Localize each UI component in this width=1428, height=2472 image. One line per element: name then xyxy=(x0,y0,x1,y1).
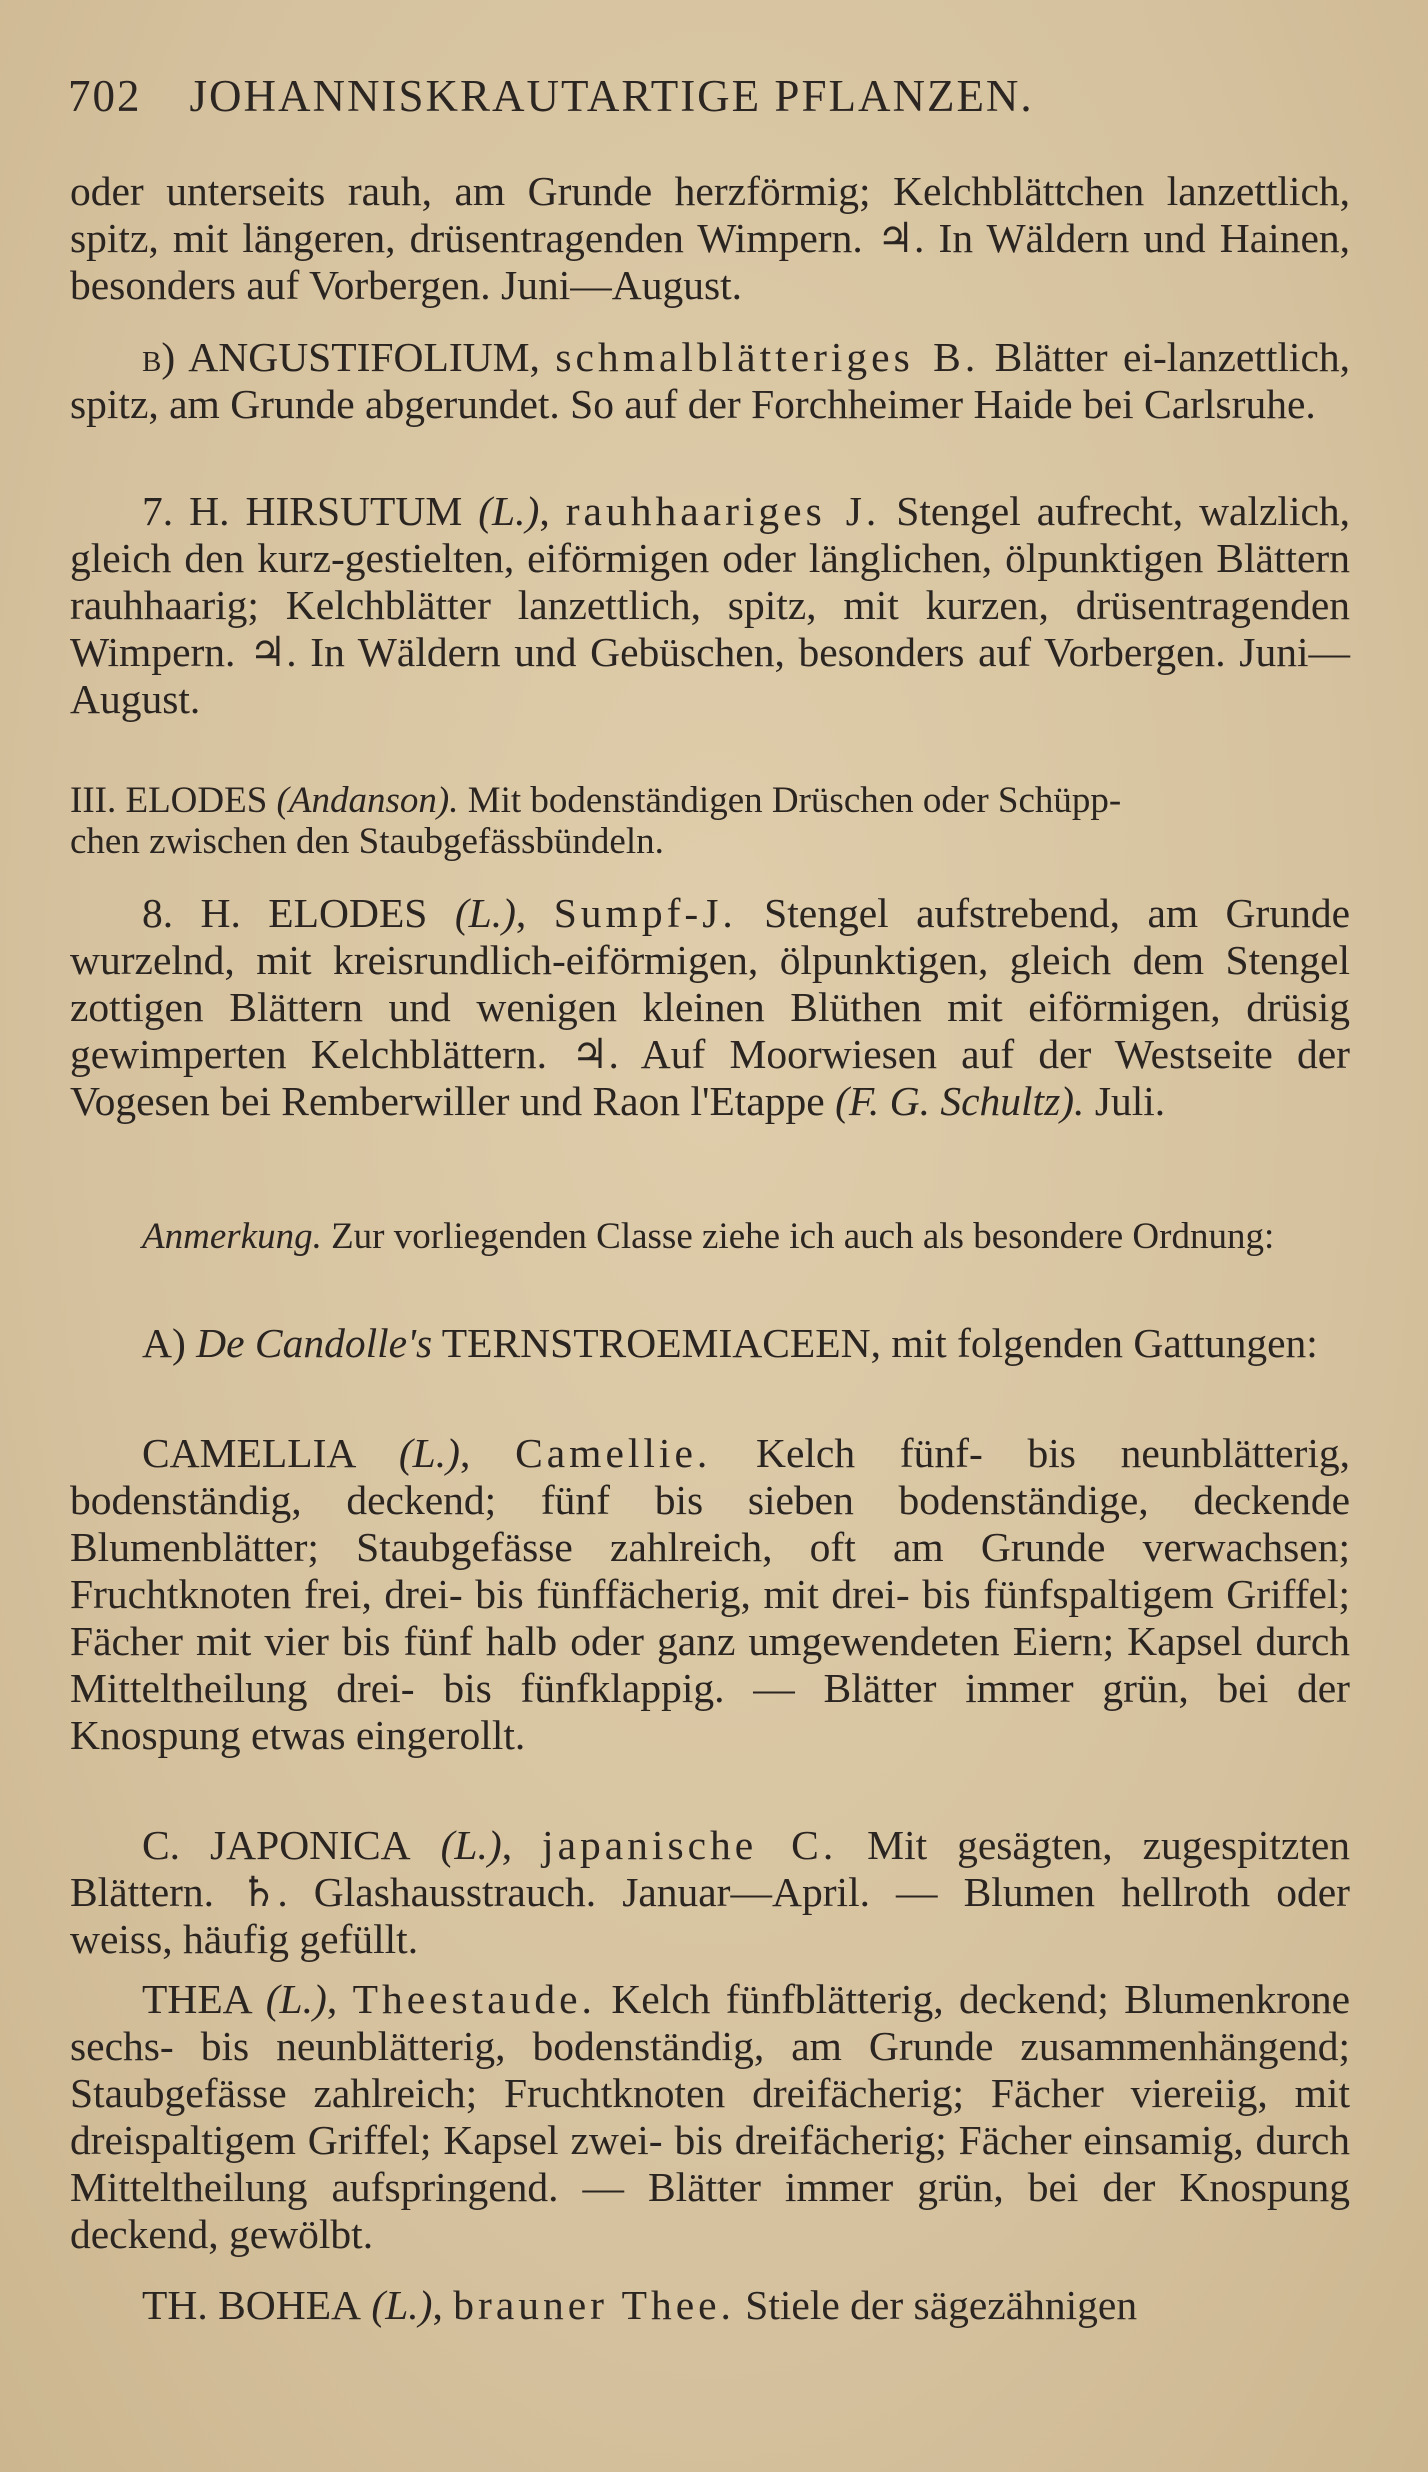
species-elodes: 8. H. ELODES (L.), Sumpf-J. Stengel aufstrebend, am Grunde wurzelnd, mit kreisrundlich-eiförmigen, ölpunktigen, gleich dem Stengel zottigen Blättern und wenigen kleinen Blüthen mit eiförmigen, drüsig gewimperten Kelchblättern. ♃. Auf Moorwiesen auf der Westseite der Vogesen bei Remberwiller und Raon l'Etappe (F. G. Schultz). Juli. xyxy=(70,890,1351,1124)
paragraph-text: oder unterseits rauh, am Grunde herzförmig; Kelchblättchen lanzettlich, spitz, mit längeren, drüsentragenden Wimpern. ♃. In Wäldern und Hainen, besonders auf Vorbergen. Juni—August. xyxy=(70,168,1350,308)
common-name: schmalblätteriges B. xyxy=(555,334,980,380)
author: (L.) xyxy=(371,2282,433,2328)
common-name: Theestaude. xyxy=(352,1976,596,2022)
common-name: rauhhaariges J. xyxy=(565,488,881,534)
species-hirsutum: 7. H. HIRSUTUM (L.), rauhhaariges J. Stengel aufrecht, walzlich, gleich den kurz-gestielten, eiförmigen oder länglichen, ölpunktigen Blättern rauhhaarig; Kelchblätter lanzettlich, spitz, mit kurzen, drüsentragenden Wimpern. ♃. In Wäldern und Gebüschen, besonders auf Vorbergen. Juni—August. xyxy=(70,488,1351,722)
remark-label: Anmerkung. xyxy=(142,1216,322,1257)
species-label: TH. BOHEA xyxy=(142,2282,362,2328)
order-text: mit folgenden Gattungen: xyxy=(891,1320,1318,1366)
citation: (F. G. Schultz). xyxy=(835,1078,1085,1124)
common-name: japanische C. xyxy=(542,1822,838,1868)
common-name: Sumpf-J. xyxy=(553,890,737,936)
genus-camellia: CAMELLIA (L.), Camellie. Kelch fünf- bis neunblätterig, bodenständig, deckend; fünf bis sieben bodenständige, deckende Blumenblätter; Staubgefässe zahlreich, oft am Grunde verwachsen; Fruchtknoten frei, drei- bis fünffächerig, mit drei- bis fünfspaltigem Griffel; Fächer mit vier bis fünf halb oder ganz umgewendeten Eiern; Kapsel durch Mitteltheilung drei- bis fünfklappig. — Blätter immer grün, bei der Knospung etwas eingerollt. xyxy=(70,1430,1350,1758)
section-description-line1: Mit bodenständigen Drüschen oder Schüpp- xyxy=(467,780,1122,821)
section-description-line2: chen zwischen den Staubgefässbündeln. xyxy=(70,821,664,862)
order-ternstroemiaceen xyxy=(70,1320,1350,1367)
species-label: 8. H. ELODES xyxy=(142,890,428,936)
running-header xyxy=(68,70,1368,122)
order-name: TERNSTROEMIACEEN, xyxy=(441,1320,881,1366)
author: (Andanson). xyxy=(276,780,459,821)
genus-thea: THEA (L.), Theestaude. Kelch fünfblätterig, deckend; Blumenkrone sechs- bis neunblätterig, bodenständig, am Grunde zusammenhängend; Staubgefässe zahlreich; Fruchtknoten dreifächerig; Fächer viereiig, mit dreispaltigem Griffel; Kapsel zwei- bis dreifächerig; Fächer einsamig, durch Mitteltheilung aufspringend. — Blätter immer grün, bei der Knospung deckend, gewölbt. xyxy=(70,1976,1351,2257)
author: (L.) xyxy=(454,890,516,936)
description: Kelch fünfblätterig, deckend; Blumenkrone sechs- bis neunblätterig, bodenständig, am Grunde zusammenhängend; Staubgefässe zahlreich; Fruchtknoten dreifächerig; Fächer viereiig, mit dreispaltigem Griffel; Kapsel zwei- bis dreifächerig; Fächer einsamig, durch Mitteltheilung aufspringend. — Blätter immer grün, bei der Knospung deckend, gewölbt. xyxy=(70,1976,1351,2257)
species-japonica: C. JAPONICA (L.), japanische C. Mit gesägten, zugespitzten Blättern. ♄. Glashausstrauch. Januar—April. — Blumen hellroth oder weiss, häufig gefüllt. xyxy=(70,1822,1351,1962)
genus-label: THEA xyxy=(142,1976,251,2022)
species-label: C. JAPONICA xyxy=(142,1822,411,1868)
remark xyxy=(70,1216,1350,1257)
common-name: Camellie. xyxy=(515,1430,712,1476)
species-bohea: TH. BOHEA (L.), brauner Thee. Stiele der sägezähnigen xyxy=(142,2282,1138,2328)
author: (L.) xyxy=(398,1430,460,1476)
section-elodes xyxy=(70,780,1350,862)
author: (L.) xyxy=(265,1976,327,2022)
paragraph-continuation xyxy=(70,168,1350,309)
genus-label: CAMELLIA xyxy=(142,1430,355,1476)
description: Mit gesägten, zugespitzten Blättern. ♄. Glashausstrauch. Januar—April. — Blumen hellroth oder weiss, häufig gefüllt. xyxy=(70,1822,1351,1962)
variety-label: b) ANGUSTIFOLIUM, xyxy=(142,334,540,380)
remark-text: Zur vorliegenden Classe ziehe ich auch als besondere Ordnung: xyxy=(331,1216,1275,1257)
section-label: III. ELODES xyxy=(70,780,268,821)
flowering-month: Juli. xyxy=(1094,1078,1166,1124)
variety-angustifolium xyxy=(70,334,1350,428)
citation: De Candolle's xyxy=(196,1320,433,1366)
description: Stengel aufstrebend, am Grunde wurzelnd, mit kreisrundlich-eiförmigen, ölpunktigen, gleich dem Stengel zottigen Blättern und wenigen kleinen Blüthen mit eiförmigen, drüsig gewimperten Kelchblättern. ♃. Auf Moorwiesen auf der Westseite der Vogesen bei Remberwiller und Raon l'Etappe xyxy=(70,890,1351,1124)
common-name: brauner Thee. xyxy=(453,2282,735,2328)
author: (L.) xyxy=(478,488,540,534)
species-label: 7. H. HIRSUTUM xyxy=(142,488,463,534)
description: Stiele der sägezähnigen xyxy=(745,2282,1138,2328)
order-label: A) xyxy=(142,1320,186,1366)
author: (L.) xyxy=(440,1822,502,1868)
description: Kelch fünf- bis neunblätterig, bodenständig, deckend; fünf bis sieben bodenständige, deckende Blumenblätter; Staubgefässe zahlreich, oft am Grunde verwachsen; Fruchtknoten frei, drei- bis fünffächerig, mit drei- bis fünfspaltigem Griffel; Fächer mit vier bis fünf halb oder ganz umgewendeten Eiern; Kapsel durch Mitteltheilung drei- bis fünfklappig. — Blätter immer grün, bei der Knospung etwas eingerollt. xyxy=(70,1430,1350,1758)
description: Blätter ei-lanzettlich, spitz, am Grunde abgerundet. So auf der Forchheimer Haide bei Carlsruhe. xyxy=(70,334,1351,427)
description: Stengel aufrecht, walzlich, gleich den kurz-gestielten, eiförmigen oder länglichen, ölpunktigen Blättern rauhhaarig; Kelchblätter lanzettlich, spitz, mit kurzen, drüsentragenden Wimpern. ♃. In Wäldern und Gebüschen, besonders auf Vorbergen. Juni—August. xyxy=(70,488,1351,722)
running-title: JOHANNISKRAUTARTIGE PFLANZEN. xyxy=(189,71,1034,121)
page-number: 702 xyxy=(68,71,142,121)
